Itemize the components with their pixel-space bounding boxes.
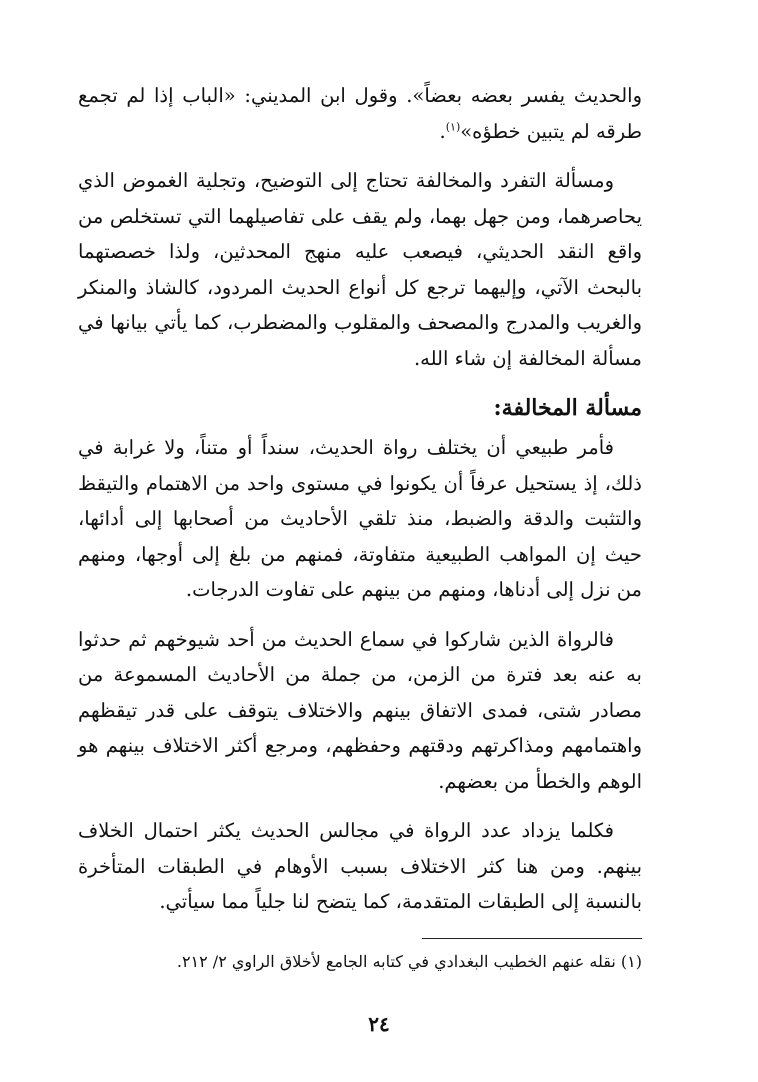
footnote: (١) نقله عنهم الخطيب البغدادي في كتابه الجامع لأخلاق الراوي ٢/ ٢١٢.	[176, 951, 642, 971]
footnote-reference[interactable]: (١)	[445, 120, 461, 133]
paragraph-1-text: والحديث يفسر بعضه بعضاً». وقول ابن المديني: «الباب إذا لم تجمع طرقه لم يتبين خطؤه»	[78, 84, 642, 143]
page-number: ٢٤	[368, 1012, 390, 1036]
section-heading: مسألة المخالفة:	[493, 395, 642, 421]
paragraph-1-tail: .	[439, 119, 446, 143]
paragraph-4: فالرواة الذين شاركوا في سماع الحديث من أحد شيوخهم ثم حدثوا به عنه بعد فترة من الزمن، من جملة من الأحاديث المسموعة من مصادر شتى، فمدى الاتفاق بينهم والاختلاف يتوقف على قدر تيقظهم واهتمامهم ومذاكرتهم ودقتهم وحفظهم، ومرجع أكثر الاختلاف بينهم هو الوهم والخطأ من بعضهم.	[78, 627, 642, 793]
footnote-divider	[422, 938, 642, 939]
paragraph-2: ومسألة التفرد والمخالفة تحتاج إلى التوضيح، وتجلية الغموض الذي يحاصرهما، ومن جهل بهما، ولم يقف على تفاصيلهما التي تستخلص من واقع النقد الحديثي، فيصعب عليه منهج المحدثين، ولذا خصصتهما بالبحث الآتي، وإليهما ترجع كل أنواع الحديث المردود، كالشاذ والمنكر والغريب والمدرج والمصحف والمقلوب والمضطرب، كما يأتي بيانها في مسألة المخالفة إن شاء الله.	[78, 169, 642, 370]
paragraph-3: فأمر طبيعي أن يختلف رواة الحديث، سنداً أو متناً، ولا غرابة في ذلك، إذ يستحيل عرفاً أن يكونوا في مستوى واحد من الاهتمام والتيقظ والتثبت والدقة والضبط، منذ تلقي الأحاديث من أصحابها إلى أدائها، حيث إن المواهب الطبيعية متفاوتة، فمنهم من بلغ إلى أوجها، ومنهم من نزل إلى أدناها، ومنهم من بينهم على تفاوت الدرجات.	[78, 436, 642, 601]
paragraph-1	[78, 78, 642, 149]
paragraph-5: فكلما يزداد عدد الرواة في مجالس الحديث يكثر احتمال الخلاف بينهم. ومن هنا كثر الاختلاف بسبب الأوهام في الطبقات المتأخرة بالنسبة إلى الطبقات المتقدمة، كما يتضح لنا جلياً مما سيأتي.	[78, 819, 642, 913]
